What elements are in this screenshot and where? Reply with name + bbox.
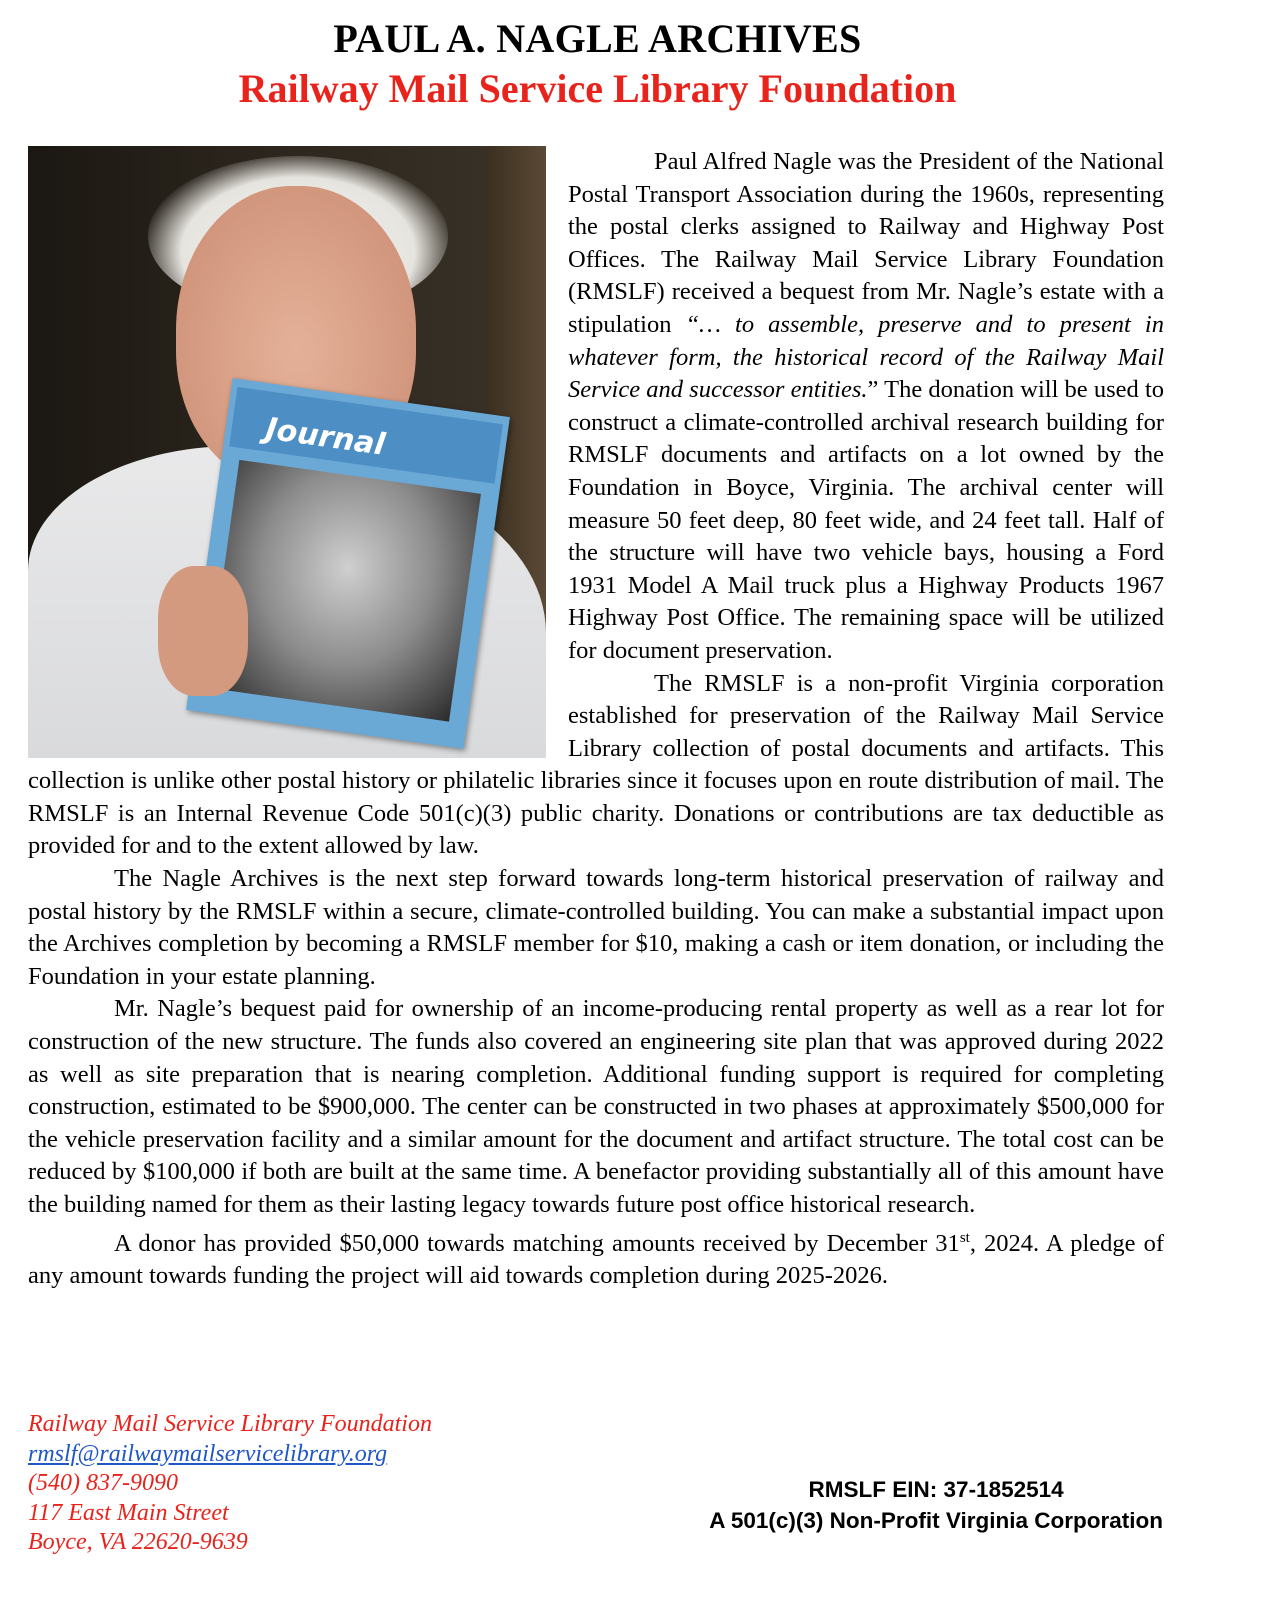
nonprofit-status: A 501(c)(3) Non-Profit Virginia Corporation — [709, 1508, 1163, 1533]
paragraph-5: A donor has provided $50,000 towards matching amounts received by December 31st, 2024. A pledge of any amount towards funding the project will aid towards completion during 2025-2026. — [28, 1229, 1164, 1290]
bequest-quote: “… to assemble, preserve and to present in whatever form, the historical record of the Railway Mail Service and successor entities. — [568, 310, 1164, 404]
article-body — [28, 146, 1164, 1293]
paragraph-4: Mr. Nagle’s bequest paid for ownership of an income-producing rental property as well as a rear lot for construction of the new structure. The funds also covered an engineering site plan that was approved during 2022 as well as site preparation that is nearing completion. Additional funding support is required for completing construction, estimated to be $900,000. The center can be constructed in two phases at approximately $500,000 for the vehicle preservation facility and a similar amount for the document and artifact structure. The total cost can be reduced by $100,000 if both are built at the same time. A benefactor providing substantially all of this amount have the building named for them as their lasting legacy towards future post office historical research. — [28, 995, 1164, 1218]
portrait-photo — [28, 146, 546, 758]
ein-block — [709, 1474, 1163, 1536]
contact-phone: (540) 837-9090 — [28, 1470, 178, 1496]
paragraph-2: The RMSLF is a non-profit Virginia corporation established for preservation of the Railway Mail Service Library collection of postal documents and artifacts. This collection is unlike other postal history or philatelic libraries since it focuses upon en route distribution of mail. The RMSLF is an Internal Revenue Code 501(c)(3) public charity. Donations or contributions are tax deductible as provided for and to the extent allowed by law. — [28, 669, 1164, 860]
contact-city: Boyce, VA 22620-9639 — [28, 1529, 248, 1555]
contact-street: 117 East Main Street — [28, 1499, 229, 1526]
paragraph-1: Paul Alfred Nagle was the President of the National Postal Transport Association during the 1960s, representing the postal clerks assigned to Railway and Highway Post Offices. The Railway Mail Service Library Foundation (RMSLF) received a bequest from Mr. Nagle’s estate with a stipulation “… to assemble, preserve and to present in whatever form, the historical record of the Railway Mail Service and successor entities.” The donation will be used to construct a climate-controlled archival research building for RMSLF documents and artifacts on a lot owned by the Foundation in Boyce, Virginia. The archival center will measure 50 feet deep, 80 feet wide, and 24 feet tall. Half of the structure will have two vehicle bays, housing a Ford 1931 Model A Mail truck plus a Highway Products 1967 Highway Post Office. The remaining space will be utilized for document preservation. — [568, 148, 1164, 664]
contact-email-link[interactable]: rmslf@railwaymailservicelibrary.org — [28, 1440, 388, 1467]
page-title: PAUL A. NAGLE ARCHIVES — [333, 16, 862, 61]
page-subtitle: Railway Mail Service Library Foundation — [238, 66, 957, 111]
contact-block — [28, 1410, 432, 1558]
magazine-title: Journal — [263, 411, 388, 463]
magazine-image — [186, 378, 510, 749]
paragraph-3: The Nagle Archives is the next step forward towards long-term historical preservation of railway and postal history by the RMSLF within a secure, climate-controlled building. You can make a substantial impact upon the Archives completion by becoming a RMSLF member for $10, making a cash or item donation, or including the Foundation in your estate planning. — [28, 865, 1164, 990]
contact-org: Railway Mail Service Library Foundation — [28, 1411, 432, 1437]
ein-number: RMSLF EIN: 37-1852514 — [808, 1477, 1064, 1502]
